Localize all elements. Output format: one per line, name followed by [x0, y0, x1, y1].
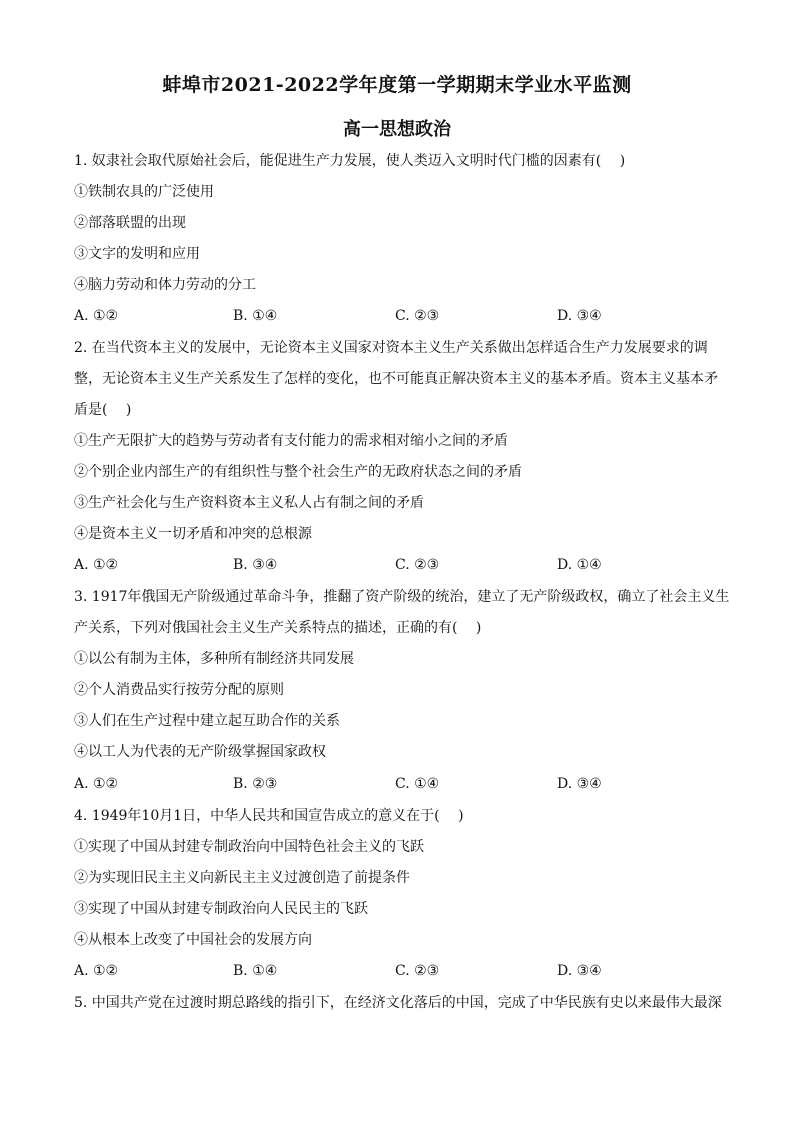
question-4-item-2: ②为实现旧民主主义向新民主主义过渡创造了前提条件	[74, 870, 410, 886]
question-1-stem: 1. 奴隶社会取代原始社会后，能促进生产力发展，使人类迈入文明时代门槛的因素有( )	[74, 153, 626, 169]
question-3-stem-line-2: 产关系，下列对俄国社会主义生产关系特点的描述，正确的有( )	[74, 620, 482, 636]
question-2-stem-line-3: 盾是( )	[74, 402, 132, 418]
question-4-stem: 4. 1949年10月1日，中华人民共和国宣告成立的意义在于( )	[74, 808, 464, 824]
question-2-item-1: ①生产无限扩大的趋势与劳动者有支付能力的需求相对缩小之间的矛盾	[74, 433, 508, 449]
question-1-item-4: ④脑力劳动和体力劳动的分工	[74, 277, 256, 293]
question-3-item-2: ②个人消费品实行按劳分配的原则	[74, 682, 284, 698]
question-3-option-b: B. ②③	[233, 776, 278, 792]
question-4-option-c: C. ②③	[395, 963, 440, 979]
question-2-item-3: ③生产社会化与生产资料资本主义私人占有制之间的矛盾	[74, 495, 424, 511]
question-3-option-a: A. ①②	[74, 776, 119, 792]
exam-subject: 高一思想政治	[343, 119, 451, 140]
question-3-option-c: C. ①④	[395, 776, 440, 792]
question-1-option-d: D. ③④	[557, 308, 602, 324]
question-2-item-2: ②个别企业内部生产的有组织性与整个社会生产的无政府状态之间的矛盾	[74, 464, 522, 480]
question-2-option-a: A. ①②	[74, 557, 119, 573]
question-5-stem-line-1: 5. 中国共产党在过渡时期总路线的指引下，在经济文化落后的中国，完成了中华民族有史以来最伟大最深	[74, 995, 722, 1011]
question-1-item-2: ②部落联盟的出现	[74, 215, 186, 231]
question-2-option-d: D. ①④	[557, 557, 602, 573]
question-4-option-d: D. ③④	[557, 963, 602, 979]
question-4-option-a: A. ①②	[74, 963, 119, 979]
question-2-stem-line-2: 整，无论资本主义生产关系发生了怎样的变化，也不可能真正解决资本主义的基本矛盾。资本主义基本矛	[74, 371, 718, 387]
question-1-item-1: ①铁制农具的广泛使用	[74, 184, 214, 200]
question-2-option-c: C. ②③	[395, 557, 440, 573]
question-2-stem-line-1: 2. 在当代资本主义的发展中，无论资本主义国家对资本主义生产关系做出怎样适合生产力发展要求的调	[74, 340, 708, 356]
question-3-item-3: ③人们在生产过程中建立起互助合作的关系	[74, 713, 340, 729]
question-4-item-3: ③实现了中国从封建专制政治向人民民主的飞跃	[74, 901, 368, 917]
question-3-option-d: D. ③④	[557, 776, 602, 792]
question-3-item-1: ①以公有制为主体，多种所有制经济共同发展	[74, 651, 354, 667]
question-1-item-3: ③文字的发明和应用	[74, 246, 200, 262]
question-3-item-4: ④以工人为代表的无产阶级掌握国家政权	[74, 744, 326, 760]
question-4-option-b: B. ①④	[233, 963, 278, 979]
exam-title: 蚌埠市2021-2022学年度第一学期期末学业水平监测	[162, 74, 632, 96]
question-4-item-4: ④从根本上改变了中国社会的发展方向	[74, 932, 312, 948]
question-2-option-b: B. ③④	[233, 557, 278, 573]
question-1-option-c: C. ②③	[395, 308, 440, 324]
question-2-item-4: ④是资本主义一切矛盾和冲突的总根源	[74, 526, 312, 542]
question-4-item-1: ①实现了中国从封建专制政治向中国特色社会主义的飞跃	[74, 839, 424, 855]
question-1-option-a: A. ①②	[74, 308, 119, 324]
question-3-stem-line-1: 3. 1917年俄国无产阶级通过革命斗争，推翻了资产阶级的统治，建立了无产阶级政权，确立了社会主义生	[74, 589, 730, 605]
question-1-option-b: B. ①④	[233, 308, 278, 324]
